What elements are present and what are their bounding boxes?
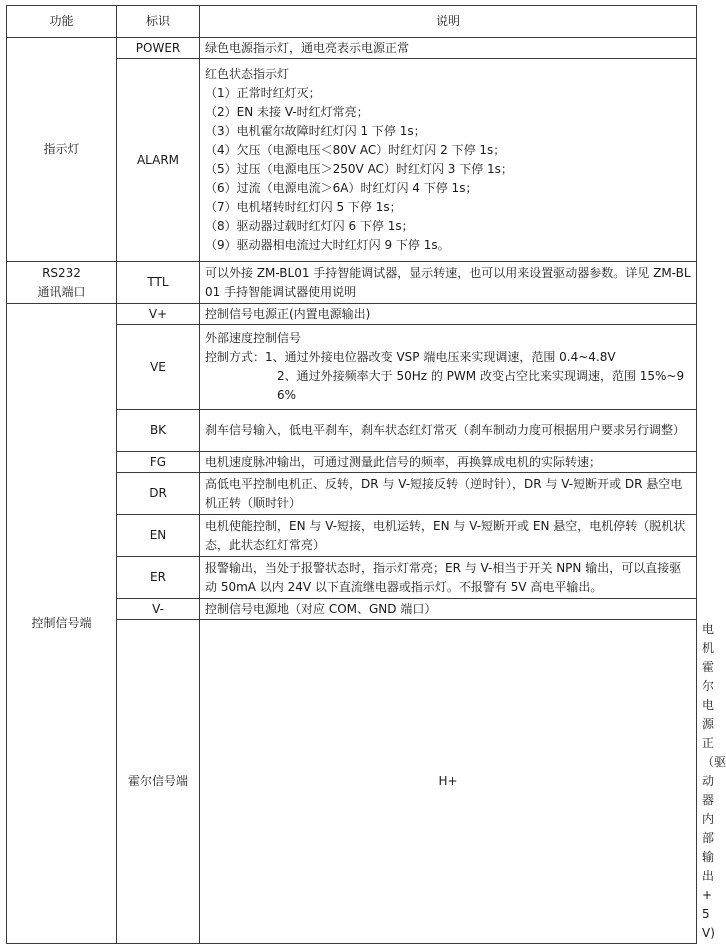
- label-bk: BK: [117, 410, 200, 452]
- label-dr: DR: [117, 473, 200, 515]
- label-er: ER: [117, 557, 200, 599]
- table-row-power: [7, 38, 697, 59]
- alarm-line: （1）正常时红灯灭；: [205, 86, 321, 100]
- desc-ve: [200, 325, 697, 410]
- alarm-line: （7）电机堵转时红灯闪 5 下停 1s；: [205, 200, 402, 214]
- group-rs232-title: RS232: [42, 265, 81, 280]
- desc-vplus: 控制信号电源正(内置电源输出): [200, 304, 697, 325]
- alarm-line: （4）欠压（电源电压＜80V AC）时红灯闪 2 下停 1s；: [205, 143, 506, 157]
- label-fg: FG: [117, 452, 200, 473]
- table-row-vplus: [7, 304, 697, 325]
- desc-alarm: [200, 59, 697, 262]
- alarm-line: （9）驱动器相电流过大时红灯闪 9 下停 1s。: [205, 238, 450, 252]
- ve-method-2: 2、通过外接频率大于 50Hz 的 PWM 改变占空比来实现调速，范围 15%~96%: [277, 369, 685, 402]
- alarm-line: （2）EN 未接 V-时红灯常亮；: [205, 105, 369, 119]
- alarm-line: （3）电机霍尔故障时红灯闪 1 下停 1s；: [205, 124, 426, 138]
- desc-bk: 刹车信号输入，低电平刹车，刹车状态红灯常灭（刹车制动力度可根据用户要求另行调整）: [200, 410, 697, 452]
- group-control: 控制信号端: [7, 304, 117, 944]
- header-row: [7, 6, 697, 38]
- header-function: 功能: [7, 6, 117, 38]
- ve-method-1: 控制方式：1、通过外接电位器改变 VSP 端电压来实现调速，范围 0.4~4.8V: [205, 350, 616, 364]
- label-hplus: H+: [200, 620, 697, 944]
- desc-power: 绿色电源指示灯，通电亮表示电源正常: [200, 38, 697, 59]
- group-hall: 霍尔信号端: [117, 620, 200, 944]
- label-power: POWER: [117, 38, 200, 59]
- label-vminus: V-: [117, 599, 200, 620]
- desc-fg: 电机速度脉冲输出，可通过测量此信号的频率，再换算成电机的实际转速；: [200, 452, 697, 473]
- label-vplus: V+: [117, 304, 200, 325]
- header-label: 标识: [117, 6, 200, 38]
- label-ve: VE: [117, 325, 200, 410]
- desc-er: 报警输出，当处于报警状态时，指示灯常亮；ER 与 V-相当于开关 NPN 输出，可以直接驱动 50mA 以内 24V 以下直流继电器或指示灯。不报警有 5V 高电平输出。: [200, 557, 697, 599]
- desc-vminus: 控制信号电源地（对应 COM、GND 端口）: [200, 599, 697, 620]
- alarm-line: （6）过流（电源电流＞6A）时红灯闪 4 下停 1s；: [205, 181, 478, 195]
- group-rs232: [7, 262, 117, 304]
- group-rs232-subtitle: 通讯端口: [37, 284, 86, 299]
- label-alarm: ALARM: [117, 59, 200, 262]
- desc-dr: 高低电平控制电机正、反转，DR 与 V-短接反转（逆时针），DR 与 V-短断开或 DR 悬空电机正转（顺时针）: [200, 473, 697, 515]
- desc-ttl: 可以外接 ZM-BL01 手持智能调试器，显示转速，也可以用来设置驱动器参数。详见 ZM-BL01 手持智能调试器使用说明: [200, 262, 697, 304]
- header-description: 说明: [200, 6, 697, 38]
- desc-en: 电机使能控制，EN 与 V-短接，电机运转，EN 与 V-短断开或 EN 悬空，电机停转（脱机状态，此状态红灯常亮）: [200, 515, 697, 557]
- label-ttl: TTL: [117, 262, 200, 304]
- group-indicator: 指示灯: [7, 38, 117, 262]
- label-en: EN: [117, 515, 200, 557]
- spec-table: [6, 5, 726, 944]
- ve-title: 外部速度控制信号: [205, 331, 302, 345]
- alarm-line: （5）过压（电源电压＞250V AC）时红灯闪 3 下停 1s；: [205, 162, 513, 176]
- alarm-line: （8）驱动器过载时红灯闪 6 下停 1s；: [205, 219, 414, 233]
- table-row-ttl: [7, 262, 697, 304]
- table-row-hplus: 霍尔信号端 H+ 电机霍尔电源正（驱动器内部输出+5V): [7, 620, 697, 944]
- alarm-line: 红色状态指示灯: [205, 67, 290, 81]
